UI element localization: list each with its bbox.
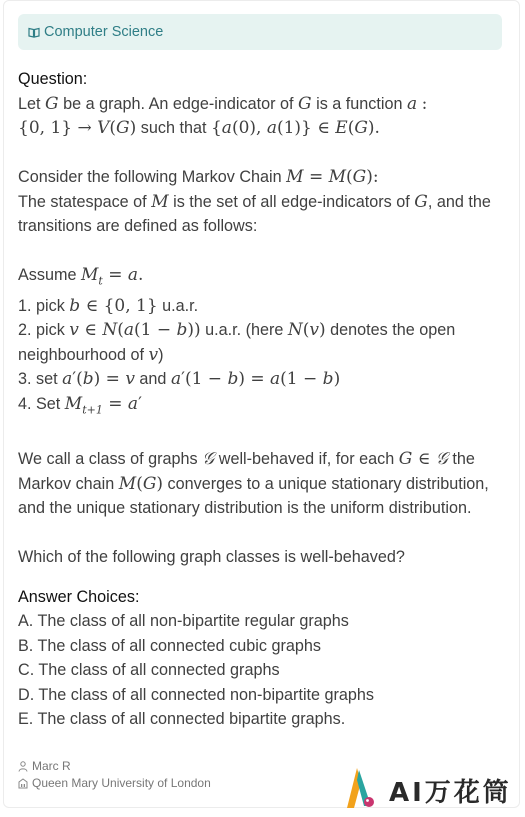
answer-choice-c: C. The class of all connected graphs	[18, 661, 280, 680]
statespace-text: The statespace of M is the set of all edge-indicators of G, and the transitions are defined as follows:	[18, 191, 491, 235]
watermark-text: AI万花筒	[389, 778, 512, 808]
answer-choices	[18, 609, 508, 732]
answer-choice-e: E. The class of all connected bipartite graphs.	[18, 710, 346, 729]
markov-chain-intro: Consider the following Markov Chain M = M(G):	[18, 167, 379, 187]
book-icon	[28, 27, 40, 38]
author-row	[18, 758, 211, 775]
question-footer	[18, 758, 211, 792]
question-definition: Let G be a graph. An edge-indicator of G is a function a : {0, 1} → V(G) such that {a(0), a(1)} ∈ E(G).	[18, 93, 428, 138]
assume-line: Assume $M_t = a$.	[18, 265, 144, 288]
person-icon	[18, 761, 28, 772]
answer-heading: Answer Choices:	[18, 587, 140, 606]
watermark-logo	[345, 764, 515, 812]
author-name: Marc R	[32, 759, 71, 773]
question-ask: Which of the following graph classes is well-behaved?	[18, 548, 405, 567]
answer-choice-d: D. The class of all connected non-bipartite graphs	[18, 685, 375, 704]
step-2: 2. pick v ∈ N(a(1 − b)) u.a.r. (here N(v) denotes the open neighbourhood of v)	[18, 320, 456, 365]
step-1: 1. pick b ∈ {0, 1} u.a.r.	[18, 295, 199, 316]
well-behaved-definition: We call a class of graphs 𝒢 well-behaved if, for each G ∈ 𝒢 the Markov chain M(G) converges to a unique stationary distribution, and the unique stationary distribution is the uniform distribution.	[18, 449, 489, 518]
question-body	[18, 67, 508, 732]
step-4: 4. Set $M_{t+1} = a'$	[18, 393, 142, 417]
subject-banner	[18, 14, 502, 50]
institution-name: Queen Mary University of London	[32, 776, 211, 790]
question-heading: Question:	[18, 70, 88, 88]
step-3: 3. set a′(b) = v and a′(1 − b) = a(1 − b)	[18, 369, 341, 390]
subject-label: Computer Science	[44, 24, 164, 40]
institution-row	[18, 775, 211, 792]
answer-choice-a: A. The class of all non-bipartite regular graphs	[18, 612, 349, 631]
answer-choice-b: B. The class of all connected cubic graphs	[18, 636, 321, 655]
building-icon	[18, 778, 28, 789]
